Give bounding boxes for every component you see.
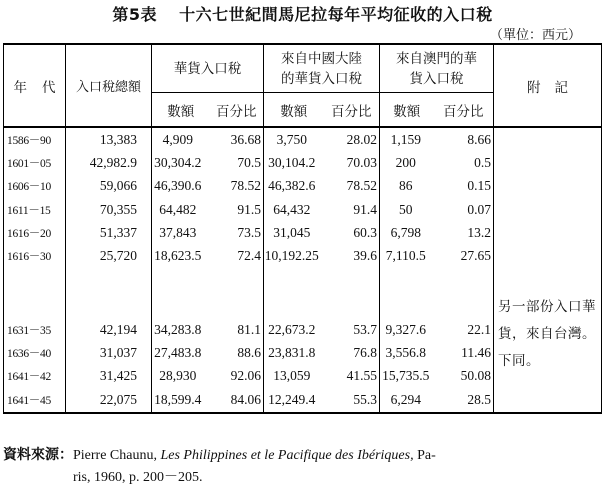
cell-percent: 70.03 [324,151,380,174]
source-citation [3,444,599,489]
cell-amount: 28,930 [152,365,210,388]
cell-percent: 27.65 [434,245,494,318]
cell-percent: 76.8 [324,341,380,364]
header-mainland-line2: 的華貨入口稅 [281,70,362,87]
cell-year: 1611－15 [4,198,66,221]
cell-amount: 30,304.2 [152,151,210,174]
source-publication-a: Pa- [417,448,436,463]
cell-amount: 46,382.6 [264,175,324,198]
table-title-text: 十六七世紀間馬尼拉每年平均征收的入口稅 [179,5,493,24]
cell-percent: 36.68 [210,127,264,151]
cell-percent: 8.66 [434,127,494,151]
subheader-amount: 數額 [380,93,434,128]
cell-amount: 13,059 [264,365,324,388]
cell-percent: 70.5 [210,151,264,174]
table-row [4,127,602,151]
cell-year: 1631－35 [4,318,66,341]
cell-year: 1616－30 [4,245,66,318]
cell-total: 31,037 [66,341,152,364]
cell-year: 1641－45 [4,388,66,412]
cell-percent: 91.5 [210,198,264,221]
header-macau-line1: 來自澳門的華 [396,50,477,67]
cell-percent: 84.06 [210,388,264,412]
cell-percent: 22.1 [434,318,494,341]
subheader-percent: 百分比 [434,93,494,128]
cell-amount: 3,750 [264,127,324,151]
cell-amount: 64,432 [264,198,324,221]
header-macau-line2: 貨入口稅 [409,70,464,87]
cell-amount: 9,327.6 [380,318,434,341]
cell-percent: 88.6 [210,341,264,364]
note-text: 另一部份入口華貨，來自台灣。下同。 [498,299,596,370]
cell-amount: 7,110.5 [380,245,434,318]
cell-year: 1636－40 [4,341,66,364]
subheader-percent: 百分比 [210,93,264,128]
header-year: 年 代 [4,44,66,127]
cell-amount: 4,909 [152,127,210,151]
duty-table [3,43,602,414]
header-mainland-line1: 來自中國大陸 [281,50,362,67]
header-total: 入口稅總額 [66,44,152,127]
cell-amount: 18,599.4 [152,388,210,412]
cell-amount: 6,294 [380,388,434,412]
cell-amount: 12,249.4 [264,388,324,412]
cell-total: 22,075 [66,388,152,412]
subheader-percent: 百分比 [324,93,380,128]
cell-amount: 6,798 [380,222,434,245]
cell-year: 1641－42 [4,365,66,388]
source-book-title: Les Philippines et le Pacifique des Ibériques, [160,448,414,463]
cell-amount: 30,104.2 [264,151,324,174]
cell-total: 42,982.9 [66,151,152,174]
table-title [0,2,605,25]
cell-percent: 78.52 [324,175,380,198]
cell-percent: 28.5 [434,388,494,412]
cell-percent: 55.3 [324,388,380,412]
source-author: Pierre Chaunu, [73,448,157,463]
subheader-amount: 數額 [152,93,210,128]
cell-total: 70,355 [66,198,152,221]
cell-total: 51,337 [66,222,152,245]
unit-label: （單位：西元） [489,28,581,43]
header-mainland-goods [264,44,380,93]
cell-percent: 92.06 [210,365,264,388]
cell-percent: 78.52 [210,175,264,198]
header-chinese-goods: 華貨入口稅 [152,44,264,93]
cell-percent: 0.07 [434,198,494,221]
cell-percent: 73.5 [210,222,264,245]
cell-year: 1586－90 [4,127,66,151]
cell-amount: 46,390.6 [152,175,210,198]
cell-amount: 31,045 [264,222,324,245]
cell-amount: 37,843 [152,222,210,245]
cell-amount: 3,556.8 [380,341,434,364]
cell-amount: 200 [380,151,434,174]
cell-percent: 50.08 [434,365,494,388]
cell-year: 1616－20 [4,222,66,245]
cell-percent: 0.15 [434,175,494,198]
cell-amount: 27,483.8 [152,341,210,364]
cell-percent: 41.55 [324,365,380,388]
cell-percent: 91.4 [324,198,380,221]
cell-amount: 34,283.8 [152,318,210,341]
cell-percent: 39.6 [324,245,380,318]
cell-total: 31,425 [66,365,152,388]
cell-percent: 60.3 [324,222,380,245]
cell-total: 25,720 [66,245,152,318]
cell-amount: 15,735.5 [380,365,434,388]
subheader-amount: 數額 [264,93,324,128]
cell-year: 1601－05 [4,151,66,174]
cell-percent: 0.5 [434,151,494,174]
cell-amount: 10,192.25 [264,245,324,318]
cell-amount: 64,482 [152,198,210,221]
cell-amount: 23,831.8 [264,341,324,364]
header-note: 附記 [494,44,602,127]
cell-amount: 50 [380,198,434,221]
cell-percent: 53.7 [324,318,380,341]
cell-percent: 72.4 [210,245,264,318]
cell-percent: 81.1 [210,318,264,341]
source-label: 資料來源： [3,447,73,463]
source-publication-b: ris, 1960, p. 200－205. [73,470,203,485]
cell-total: 59,066 [66,175,152,198]
cell-amount: 18,623.5 [152,245,210,318]
cell-amount: 86 [380,175,434,198]
cell-percent: 13.2 [434,222,494,245]
cell-total: 13,383 [66,127,152,151]
cell-amount: 1,159 [380,127,434,151]
note-column [494,127,602,413]
cell-percent: 28.02 [324,127,380,151]
cell-total: 42,194 [66,318,152,341]
header-macau-goods [380,44,494,93]
cell-percent: 11.46 [434,341,494,364]
cell-year: 1606－10 [4,175,66,198]
cell-amount: 22,673.2 [264,318,324,341]
table-number: 第5表 [112,5,158,24]
